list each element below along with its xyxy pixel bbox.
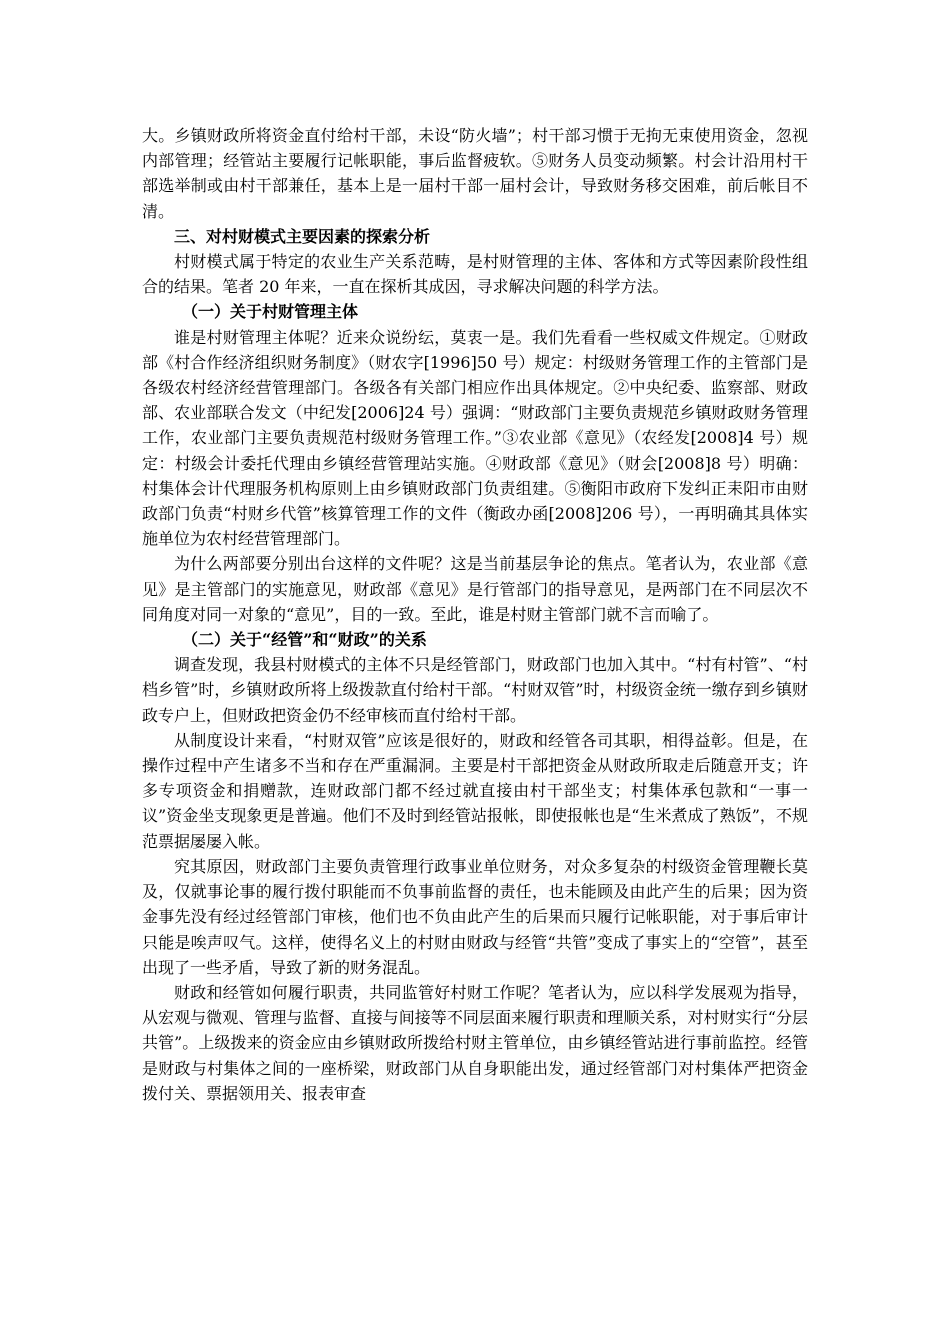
paragraph-body: 为什么两部要分别出台这样的文件呢？这是当前基层争论的焦点。笔者认为，农业部《意见》是主管部门的实施意见，财政部《意见》是行管部门的指导意见，是两部门在不同层次不同角度对同一对象的“意见”，目的一致。至此，谁是村财主管部门就不言而喻了。 xyxy=(142,554,808,624)
paragraph-body: 谁是村财管理主体呢？近来众说纷纭，莫衷一是。我们先看看一些权威文件规定。①财政部《村合作经济组织财务制度》（财农字[1996]50 号）规定：村级财务管理工作的主管部门是各级农村经济经营管理部门。各级各有关部门相应作出具体规定。②中央纪委、监察部、财政部、农业部联合发文（中纪发[2006]24 号）强调：“财政部门主要负责规范乡镇财政财务管理工作，农业部门主要负责规范村级财务管理工作。”③农业部《意见》（农经发[2008]4 号）规定：村级会计委托代理由乡镇经营管理站实施。④财政部《意见》（财会[2008]8 号）明确：村集体会计代理服务机构原则上由乡镇财政部门负责组建。⑤衡阳市政府下发纠正耒阳市由财政部门负责“村财乡代管”核算管理工作的文件（衡政办函[2008]206 号），一再明确其具体实施单位为农村经营管理部门。 xyxy=(142,327,808,549)
paragraph-body: 究其原因，财政部门主要负责管理行政事业单位财务，对众多复杂的村级资金管理鞭长莫及，仅就事论事的履行拨付职能而不负事前监督的责任，也未能顾及由此产生的后果；因为资金事先没有经过经管部门审核，他们也不负由此产生的后果而只履行记帐职能，对于事后审计只能是唉声叹气。这样，使得名义上的村财由财政与经管“共管”变成了事实上的“空管”，甚至出现了一些矛盾，导致了新的财务混乱。 xyxy=(142,856,808,977)
paragraph-body: 从制度设计来看，“村财双管”应该是很好的，财政和经管各司其职，相得益彰。但是，在操作过程中产生诸多不当和存在严重漏洞。主要是村干部把资金从财政所取走后随意开支；许多专项资金和捐赠款，连财政部门都不经过就直接由村干部坐支；村集体承包款和“一事一议”资金坐支现象更是普遍。他们不及时到经管站报帐，即使报帐也是“生米煮成了熟饭”，不规范票据屡屡入帐。 xyxy=(142,730,808,851)
paragraph-body: 村财模式属于特定的农业生产关系范畴，是村财管理的主体、客体和方式等因素阶段性组合的结果。笔者 20 年来，一直在探析其成因，寻求解决问题的科学方法。 xyxy=(142,252,808,297)
paragraph-body: 财政和经管如何履行职责，共同监管好村财工作呢？笔者认为，应以科学发展观为指导，从宏观与微观、管理与监督、直接与间接等不同层面来履行职责和理顺关系，对村财实行“分层共管”。上级拨来的资金应由乡镇财政所拨给村财主管单位，由乡镇经管站进行事前监控。经管是财政与村集体之间的一座桥梁，财政部门从自身职能出发，通过经管部门对村集体严把资金拨付关、票据领用关、报表审查 xyxy=(142,982,808,1103)
subsection-heading-1: （一）关于村财管理主体 xyxy=(182,302,359,322)
document-page xyxy=(142,123,808,1106)
section-heading-3: 三、对村财模式主要因素的探索分析 xyxy=(174,226,431,246)
subsection-heading-2: （二）关于“经管”和“财政”的关系 xyxy=(182,630,427,650)
paragraph-body: 调查发现，我县村财模式的主体不只是经管部门，财政部门也加入其中。“村有村管”、“村档乡管”时，乡镇财政所将上级拨款直付给村干部。“村财双管”时，村级资金统一缴存到乡镇财政专户上，但财政把资金仍不经审核而直付给村干部。 xyxy=(142,655,808,725)
paragraph-continuation: 大。乡镇财政所将资金直付给村干部，未设“防火墙”；村干部习惯于无拘无束使用资金，忽视内部管理；经管站主要履行记帐职能，事后监督疲软。⑤财务人员变动频繁。村会计沿用村干部选举制或由村干部兼任，基本上是一届村干部一届村会计，导致财务移交困难，前后帐目不清。 xyxy=(142,126,808,221)
